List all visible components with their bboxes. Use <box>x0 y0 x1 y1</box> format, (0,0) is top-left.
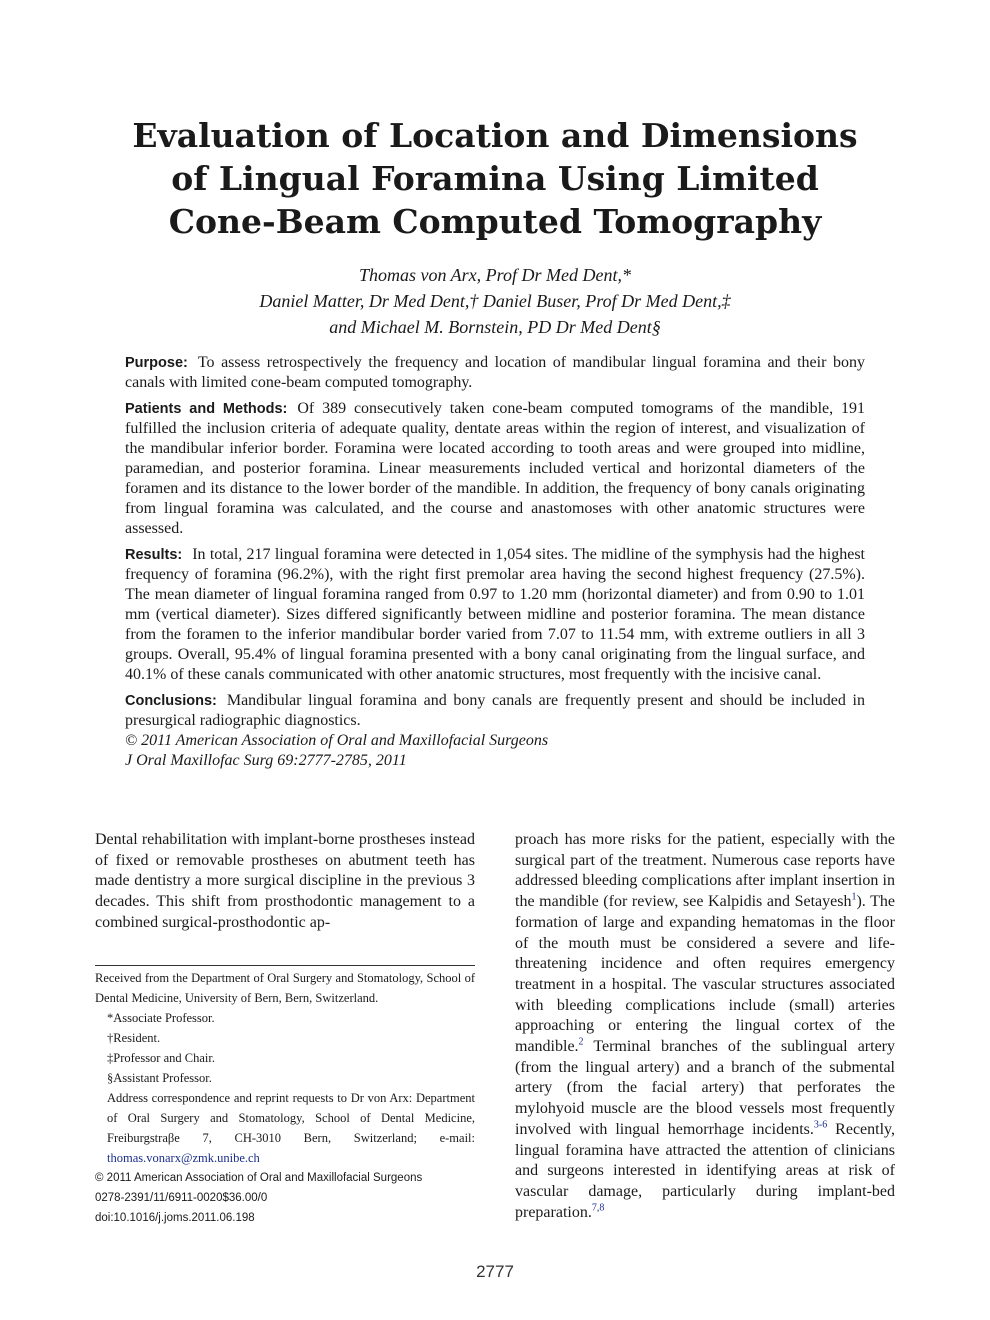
purpose-text: To assess retrospectively the frequency and location of mandibular lingual foramina and their bony canals with limited cone-beam computed tomography. <box>125 354 865 391</box>
journal-citation: J Oral Maxillofac Surg 69:2777-2785, 2011 <box>125 752 407 769</box>
address-text: Address correspondence and reprint requests to Dr von Arx: Department of Oral Surgery and Stomatology, School of Dental Medicine, Freiburgstraβe 7, CH-3010 Bern, Switzerland; e-mail: <box>107 1091 475 1145</box>
methods-label: Patients and Methods: <box>125 401 288 417</box>
title-line: of Lingual Foramina Using Limited <box>171 159 819 198</box>
footnote-resident: †Resident. <box>107 1031 161 1045</box>
body-column-left <box>95 830 475 934</box>
footnote-assistant: §Assistant Professor. <box>107 1071 212 1085</box>
title-line: Cone-Beam Computed Tomography <box>168 202 822 241</box>
footnotes <box>95 968 475 1228</box>
body-column-right <box>515 830 895 1223</box>
abstract-conclusions <box>125 691 865 731</box>
reference-link[interactable]: 3-6 <box>813 1119 828 1131</box>
footnote-doi: doi:10.1016/j.joms.2011.06.198 <box>95 1212 255 1224</box>
body-text: ). The formation of large and expanding hematomas in the floor of the mouth must be considered a severe and life-threatening incidence and often requires emergency treatment in a hospital. The vascular structures associated with bleeding complications include (small) arteries approaching or entering the lingual cortex of the mandible. <box>515 893 895 1056</box>
abstract-purpose <box>125 353 865 393</box>
body-paragraph <box>515 830 895 1223</box>
abstract <box>125 353 865 771</box>
footnote-associate: *Associate Professor. <box>107 1011 215 1025</box>
conclusions-text: Mandibular lingual foramina and bony canals are frequently present and should be included in presurgical radiographic diagnostics. <box>125 692 865 729</box>
author-line: Daniel Matter, Dr Med Dent,† Daniel Buser, Prof Dr Med Dent,‡ <box>259 291 731 311</box>
reference-link[interactable]: 1 <box>851 891 857 903</box>
email-link[interactable]: thomas.vonarx@zmk.unibe.ch <box>107 1151 260 1165</box>
author-line: Thomas von Arx, Prof Dr Med Dent,* <box>359 265 631 285</box>
footnote-professor: ‡Professor and Chair. <box>107 1051 215 1065</box>
body-text: Recently, lingual foramina have attracted the attention of clinicians and surgeons interested in identifying areas at risk of vascular damage, particularly during implant-bed preparation. <box>515 1120 896 1221</box>
results-text: In total, 217 lingual foramina were detected in 1,054 sites. The midline of the symphysis had the highest frequency of foramina (96.2%), with the right first premolar area having the second highest frequency (27.5%). The mean diameter of lingual foramina ranged from 0.97 to 1.20 mm (horizontal diameter) and from 0.90 to 1.01 mm (vertical diameter). Sizes differed significantly between midline and posterior foramina. The mean distance from the foramen to the inferior mandibular border varied from 7.07 to 11.54 mm, with extreme outliers in all 3 groups. Overall, 95.4% of lingual foramina presented with a bony canal originating from the lingual surface, and 40.1% of these canals communicated with other anatomic structures, most frequently with the incisive canal. <box>125 546 865 683</box>
article-title <box>95 114 895 243</box>
title-line: Evaluation of Location and Dimensions <box>132 116 858 155</box>
footnote-received: Received from the Department of Oral Surgery and Stomatology, School of Dental Medicine, University of Bern, Bern, Switzerland. <box>95 971 475 1005</box>
footnote-copyright: © 2011 American Association of Oral and Maxillofacial Surgeons <box>95 1172 423 1184</box>
abstract-results <box>125 545 865 685</box>
reference-link[interactable]: 2 <box>578 1036 584 1048</box>
body-text: Terminal branches of the sublingual artery (from the lingual artery) and a branch of the submental artery (from the facial artery) that perforates the mylohyoid muscle are the blood vessels most frequently involved with lingual hemorrhage incidents. <box>515 1038 895 1138</box>
conclusions-label: Conclusions: <box>125 693 217 709</box>
page-number: 2777 <box>476 1262 514 1281</box>
footnote-address <box>95 1088 475 1168</box>
abstract-methods <box>125 399 865 539</box>
author-line: and Michael M. Bornstein, PD Dr Med Dent§ <box>329 317 661 337</box>
author-list <box>95 262 895 340</box>
purpose-label: Purpose: <box>125 355 188 371</box>
reference-link[interactable]: 7,8 <box>591 1202 605 1214</box>
methods-text: Of 389 consecutively taken cone-beam computed tomograms of the mandible, 191 fulfilled the inclusion criteria of adequate quality, dentate areas within the region of interest, and visualization of the mandibular inferior border. Foramina were located according to tooth areas and were grouped into midline, paramedian, and posterior foramina. Linear measurements included vertical and horizontal diameters of the foramen and its distance to the lower border of the mandible. In addition, the frequency of bony canals originating from lingual foramina was calculated, and the course and anastomoses with other anatomic structures were assessed. <box>125 400 865 537</box>
body-paragraph: Dental rehabilitation with implant-borne prostheses instead of fixed or removable prostheses on abutment teeth has made dentistry a more surgical discipline in the previous 3 decades. This shift from prosthodontic management to a combined surgical-prosthodontic ap- <box>95 831 475 931</box>
results-label: Results: <box>125 547 183 563</box>
abstract-copyright: © 2011 American Association of Oral and Maxillofacial Surgeons <box>125 732 549 749</box>
footnote-divider <box>95 965 475 966</box>
footnote-issn: 0278-2391/11/6911-0020$36.00/0 <box>95 1192 268 1204</box>
body-text: proach has more risks for the patient, especially with the surgical part of the treatment. Numerous case reports have addressed bleeding complications after implant insertion in the mandible (for review, see Kalpidis and Setayesh <box>515 831 895 911</box>
